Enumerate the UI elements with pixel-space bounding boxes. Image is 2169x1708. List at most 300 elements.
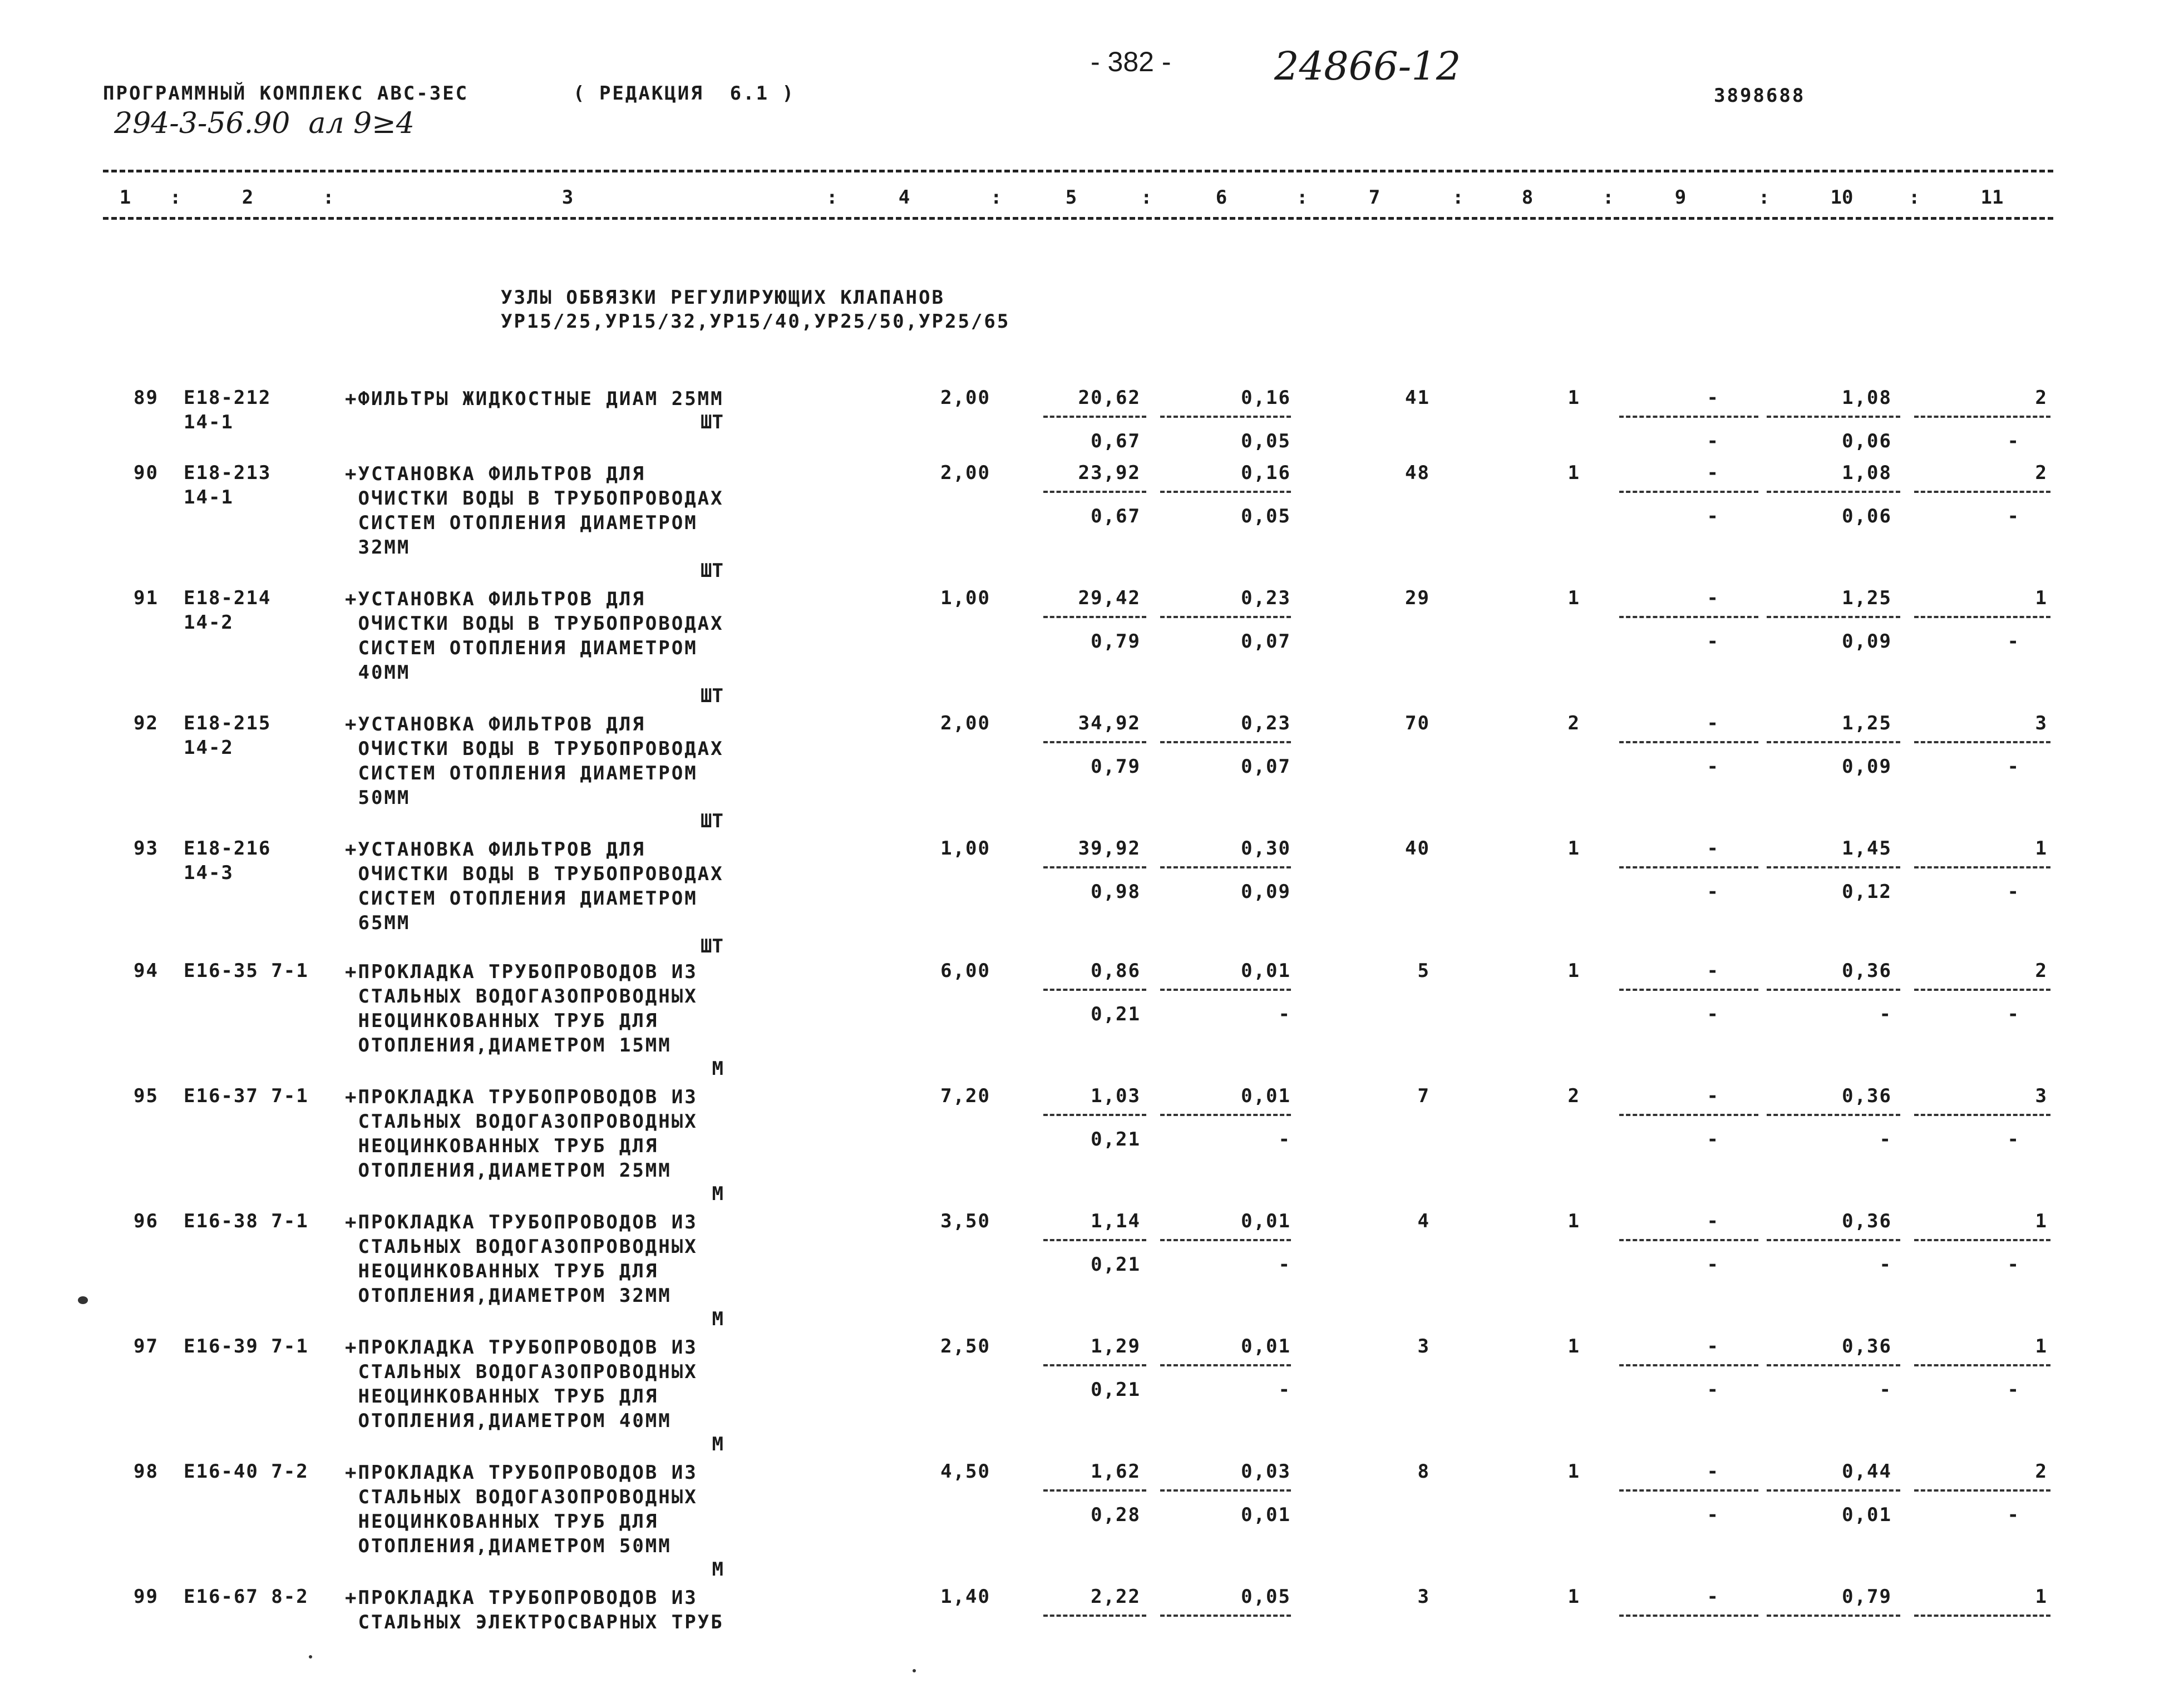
value-divider	[1619, 1489, 1758, 1492]
column-separator: :	[1603, 186, 1614, 209]
value-divider	[1619, 416, 1758, 418]
col9-sub: -	[1707, 430, 1719, 452]
description-line: +ПРОКЛАДКА ТРУБОПРОВОДОВ ИЗ	[345, 1587, 698, 1609]
cost-secondary: 0,16	[1241, 462, 1291, 484]
value-divider	[1914, 416, 2050, 418]
col9-value: -	[1707, 837, 1719, 860]
col11-value: 1	[2035, 1586, 2048, 1608]
wage-total: 0,67	[1091, 505, 1141, 527]
value-divider	[1619, 491, 1758, 493]
cost-total: 39,92	[1078, 837, 1141, 860]
description-line: СИСТЕМ ОТОПЛЕНИЯ ДИАМЕТРОМ	[345, 637, 698, 659]
value-divider	[1767, 616, 1900, 618]
quantity: 1,00	[940, 587, 990, 609]
description-line: 65ММ	[345, 912, 411, 934]
value-divider	[1619, 1114, 1758, 1116]
labor-value: 41	[1405, 387, 1430, 409]
col11-sub: -	[2007, 1504, 2020, 1526]
labor-value: 48	[1405, 462, 1430, 484]
col9-value: -	[1707, 587, 1719, 609]
col11-sub: -	[2007, 1253, 2020, 1276]
column-number-5: 5	[1065, 186, 1077, 209]
col10-value: 0,36	[1842, 1335, 1892, 1357]
value-divider	[1043, 416, 1146, 418]
description-line: +ПРОКЛАДКА ТРУБОПРОВОДОВ ИЗ	[345, 1086, 698, 1108]
unit-of-measure: ШТ	[701, 935, 723, 957]
labor-value: 40	[1405, 837, 1430, 860]
value-divider	[1160, 741, 1291, 743]
quantity: 4,50	[940, 1460, 990, 1483]
description-line: СИСТЕМ ОТОПЛЕНИЯ ДИАМЕТРОМ	[345, 512, 698, 534]
col11-value: 1	[2035, 837, 2048, 860]
description-line: ОЧИСТКИ ВОДЫ В ТРУБОПРОВОДАХ	[345, 738, 724, 760]
col11-sub: -	[2007, 756, 2020, 778]
rate-code: Е18-215	[184, 712, 272, 734]
column-separator: :	[990, 186, 1002, 209]
wage-secondary: 0,01	[1241, 1504, 1291, 1526]
value-divider	[1043, 1114, 1146, 1116]
rate-code: Е16-67 8-2	[184, 1586, 309, 1608]
wage-total: 0,79	[1091, 630, 1141, 653]
col11-sub: -	[2007, 1379, 2020, 1401]
value-divider	[1160, 491, 1291, 493]
wage-total: 0,21	[1091, 1253, 1141, 1276]
quantity: 2,00	[940, 462, 990, 484]
value-divider	[1043, 989, 1146, 991]
col11-value: 2	[2035, 462, 2048, 484]
value-divider	[1619, 1615, 1758, 1617]
col9-value: -	[1707, 1460, 1719, 1483]
row-number: 93	[134, 837, 159, 860]
header-bottom-rule	[103, 217, 2053, 220]
description-line: НЕОЦИНКОВАННЫХ ТРУБ ДЛЯ	[345, 1385, 659, 1408]
description-line: +УСТАНОВКА ФИЛЬТРОВ ДЛЯ	[345, 713, 645, 735]
description-line: НЕОЦИНКОВАННЫХ ТРУБ ДЛЯ	[345, 1510, 659, 1533]
value-divider	[1914, 866, 2050, 868]
col9-value: -	[1707, 1085, 1719, 1107]
col9-value: -	[1707, 960, 1719, 982]
column-separator: :	[1909, 186, 1920, 209]
row-number: 95	[134, 1085, 159, 1107]
rate-subcode: 14-1	[184, 411, 234, 433]
unit-of-measure: М	[712, 1433, 723, 1455]
labor-value: 5	[1417, 960, 1430, 982]
labor-value: 70	[1405, 712, 1430, 734]
col10-sub: -	[1879, 1003, 1892, 1025]
col11-value: 3	[2035, 712, 2048, 734]
col11-value: 3	[2035, 1085, 2048, 1107]
col9-value: -	[1707, 1586, 1719, 1608]
cost-secondary: 0,23	[1241, 712, 1291, 734]
unit-of-measure: М	[712, 1558, 723, 1581]
value-divider	[1767, 741, 1900, 743]
crew-count: 1	[1567, 960, 1580, 982]
col11-sub: -	[2007, 505, 2020, 527]
wage-total: 0,21	[1091, 1379, 1141, 1401]
wage-total: 0,79	[1091, 756, 1141, 778]
value-divider	[1619, 866, 1758, 868]
col10-value: 1,45	[1842, 837, 1892, 860]
value-divider	[1160, 416, 1291, 418]
cost-total: 0,86	[1091, 960, 1141, 982]
col9-sub: -	[1707, 1379, 1719, 1401]
col10-sub: 0,09	[1842, 630, 1892, 653]
col9-sub: -	[1707, 1128, 1719, 1151]
cost-secondary: 0,01	[1241, 1085, 1291, 1107]
row-number: 96	[134, 1210, 159, 1232]
cost-total: 2,22	[1091, 1586, 1141, 1608]
doc-code: 3898688	[1714, 85, 1806, 107]
value-divider	[1914, 491, 2050, 493]
unit-of-measure: М	[712, 1183, 723, 1205]
rate-code: Е18-213	[184, 462, 272, 484]
description-line: СТАЛЬНЫХ ВОДОГАЗОПРОВОДНЫХ	[345, 1361, 698, 1383]
work-description	[345, 1335, 698, 1433]
work-description	[345, 1210, 698, 1308]
description-line: НЕОЦИНКОВАННЫХ ТРУБ ДЛЯ	[345, 1260, 659, 1282]
col9-sub: -	[1707, 756, 1719, 778]
column-number-9: 9	[1674, 186, 1687, 209]
col9-sub: -	[1707, 1253, 1719, 1276]
row-number: 89	[134, 387, 159, 409]
wage-total: 0,67	[1091, 430, 1141, 452]
description-line: СТАЛЬНЫХ ВОДОГАЗОПРОВОДНЫХ	[345, 1110, 698, 1133]
wage-secondary: -	[1278, 1003, 1291, 1025]
description-line: СТАЛЬНЫХ ВОДОГАЗОПРОВОДНЫХ	[345, 1236, 698, 1258]
col11-sub: -	[2007, 1128, 2020, 1151]
wage-secondary: -	[1278, 1379, 1291, 1401]
col10-sub: 0,12	[1842, 881, 1892, 903]
cost-total: 1,29	[1091, 1335, 1141, 1357]
col10-sub: 0,06	[1842, 505, 1892, 527]
col11-value: 2	[2035, 387, 2048, 409]
description-line: 32ММ	[345, 536, 411, 559]
rate-code: Е16-37 7-1	[184, 1085, 309, 1107]
col10-value: 1,08	[1842, 462, 1892, 484]
quantity: 6,00	[940, 960, 990, 982]
description-line: +УСТАНОВКА ФИЛЬТРОВ ДЛЯ	[345, 588, 645, 610]
crew-count: 1	[1567, 837, 1580, 860]
col9-value: -	[1707, 387, 1719, 409]
column-number-7: 7	[1368, 186, 1381, 209]
header-top-rule	[103, 170, 2053, 172]
description-line: +ПРОКЛАДКА ТРУБОПРОВОДОВ ИЗ	[345, 961, 698, 983]
col10-sub: 0,09	[1842, 756, 1892, 778]
column-separator: :	[1297, 186, 1308, 209]
description-line: СТАЛЬНЫХ ЭЛЕКТРОСВАРНЫХ ТРУБ	[345, 1611, 724, 1633]
col10-sub: -	[1879, 1128, 1892, 1151]
crew-count: 2	[1567, 1085, 1580, 1107]
value-divider	[1160, 1489, 1291, 1492]
col10-value: 1,25	[1842, 587, 1892, 609]
col10-sub: -	[1879, 1379, 1892, 1401]
description-line: СИСТЕМ ОТОПЛЕНИЯ ДИАМЕТРОМ	[345, 887, 698, 910]
cost-total: 1,14	[1091, 1210, 1141, 1232]
crew-count: 1	[1567, 1460, 1580, 1483]
col11-value: 2	[2035, 1460, 2048, 1483]
column-separator: :	[323, 186, 334, 209]
handwritten-doc-number: 24866-12	[1274, 43, 1461, 89]
col10-value: 0,44	[1842, 1460, 1892, 1483]
scan-speck	[78, 1296, 88, 1304]
column-separator: :	[1452, 186, 1464, 209]
col10-sub: -	[1879, 1253, 1892, 1276]
column-separator: :	[170, 186, 181, 209]
col10-value: 0,36	[1842, 1085, 1892, 1107]
cost-total: 1,03	[1091, 1085, 1141, 1107]
column-number-6: 6	[1215, 186, 1228, 209]
rate-code: Е18-214	[184, 587, 272, 609]
value-divider	[1767, 1364, 1900, 1366]
column-number-3: 3	[561, 186, 574, 209]
unit-of-measure: М	[712, 1308, 723, 1330]
cost-secondary: 0,16	[1241, 387, 1291, 409]
rate-code: Е16-39 7-1	[184, 1335, 309, 1357]
cost-total: 20,62	[1078, 387, 1141, 409]
wage-total: 0,98	[1091, 881, 1141, 903]
value-divider	[1914, 1239, 2050, 1241]
cost-secondary: 0,01	[1241, 1210, 1291, 1232]
column-separator: :	[1758, 186, 1770, 209]
col11-sub: -	[2007, 430, 2020, 452]
description-line: +УСТАНОВКА ФИЛЬТРОВ ДЛЯ	[345, 463, 645, 485]
cost-secondary: 0,05	[1241, 1586, 1291, 1608]
value-divider	[1619, 1239, 1758, 1241]
value-divider	[1767, 1239, 1900, 1241]
wage-secondary: 0,05	[1241, 505, 1291, 527]
quantity: 2,00	[940, 387, 990, 409]
work-description	[345, 462, 724, 560]
col10-value: 1,08	[1842, 387, 1892, 409]
value-divider	[1914, 1364, 2050, 1366]
work-description	[345, 1460, 698, 1558]
col10-value: 0,36	[1842, 960, 1892, 982]
description-line: ОЧИСТКИ ВОДЫ В ТРУБОПРОВОДАХ	[345, 487, 724, 510]
description-line: СТАЛЬНЫХ ВОДОГАЗОПРОВОДНЫХ	[345, 1486, 698, 1508]
crew-count: 1	[1567, 1335, 1580, 1357]
quantity: 2,00	[940, 712, 990, 734]
edition-label: ( РЕДАКЦИЯ 6.1 )	[573, 82, 795, 105]
column-number-10: 10	[1830, 186, 1853, 209]
col9-value: -	[1707, 462, 1719, 484]
col11-sub: -	[2007, 1003, 2020, 1025]
quantity: 2,50	[940, 1335, 990, 1357]
cost-secondary: 0,01	[1241, 1335, 1291, 1357]
quantity: 1,40	[940, 1586, 990, 1608]
value-divider	[1767, 1615, 1900, 1617]
wage-secondary: 0,05	[1241, 430, 1291, 452]
value-divider	[1043, 1364, 1146, 1366]
value-divider	[1914, 616, 2050, 618]
col10-value: 1,25	[1842, 712, 1892, 734]
col9-sub: -	[1707, 1003, 1719, 1025]
value-divider	[1160, 616, 1291, 618]
cost-total: 1,62	[1091, 1460, 1141, 1483]
crew-count: 1	[1567, 462, 1580, 484]
column-number-8: 8	[1521, 186, 1534, 209]
row-number: 94	[134, 960, 159, 982]
cost-secondary: 0,30	[1241, 837, 1291, 860]
unit-of-measure: ШТ	[701, 560, 723, 582]
col11-value: 1	[2035, 1335, 2048, 1357]
work-description	[345, 712, 724, 810]
description-line: НЕОЦИНКОВАННЫХ ТРУБ ДЛЯ	[345, 1010, 659, 1032]
value-divider	[1160, 1364, 1291, 1366]
value-divider	[1619, 741, 1758, 743]
cost-secondary: 0,03	[1241, 1460, 1291, 1483]
col9-value: -	[1707, 1335, 1719, 1357]
rate-code: Е16-40 7-2	[184, 1460, 309, 1483]
description-line: СТАЛЬНЫХ ВОДОГАЗОПРОВОДНЫХ	[345, 985, 698, 1008]
row-number: 91	[134, 587, 159, 609]
col10-sub: 0,06	[1842, 430, 1892, 452]
cost-secondary: 0,01	[1241, 960, 1291, 982]
value-divider	[1160, 866, 1291, 868]
col9-value: -	[1707, 712, 1719, 734]
wage-secondary: -	[1278, 1128, 1291, 1151]
wage-secondary: 0,07	[1241, 756, 1291, 778]
column-number-1: 1	[119, 186, 131, 209]
crew-count: 1	[1567, 1586, 1580, 1608]
description-line: НЕОЦИНКОВАННЫХ ТРУБ ДЛЯ	[345, 1135, 659, 1157]
work-description	[345, 1085, 698, 1183]
crew-count: 1	[1567, 1210, 1580, 1232]
work-description	[345, 837, 724, 935]
quantity: 3,50	[940, 1210, 990, 1232]
col11-value: 1	[2035, 587, 2048, 609]
section-title: УЗЛЫ ОБВЯЗКИ РЕГУЛИРУЮЩИХ КЛАПАНОВ	[501, 287, 945, 309]
description-line: +ФИЛЬТРЫ ЖИДКОСТНЫЕ ДИАМ 25ММ	[345, 388, 724, 410]
rate-code: Е16-38 7-1	[184, 1210, 309, 1232]
col11-value: 2	[2035, 960, 2048, 982]
value-divider	[1043, 616, 1146, 618]
column-separator: :	[826, 186, 838, 209]
labor-value: 4	[1417, 1210, 1430, 1232]
value-divider	[1619, 1364, 1758, 1366]
cost-secondary: 0,23	[1241, 587, 1291, 609]
value-divider	[1043, 1489, 1146, 1492]
col9-sub: -	[1707, 505, 1719, 527]
program-name: ПРОГРАММНЫЙ КОМПЛЕКС АВС-3ЕС	[103, 82, 469, 105]
value-divider	[1043, 491, 1146, 493]
description-line: 50ММ	[345, 787, 411, 809]
value-divider	[1043, 1615, 1146, 1617]
col10-value: 0,79	[1842, 1586, 1892, 1608]
value-divider	[1619, 989, 1758, 991]
rate-subcode: 14-1	[184, 486, 234, 509]
col9-sub: -	[1707, 630, 1719, 653]
col11-sub: -	[2007, 630, 2020, 653]
value-divider	[1767, 1114, 1900, 1116]
value-divider	[1767, 989, 1900, 991]
wage-total: 0,21	[1091, 1128, 1141, 1151]
section-subtitle: УР15/25,УР15/32,УР15/40,УР25/50,УР25/65	[501, 310, 1010, 333]
value-divider	[1043, 866, 1146, 868]
rate-subcode: 14-3	[184, 862, 234, 884]
col9-sub: -	[1707, 1504, 1719, 1526]
wage-secondary: -	[1278, 1253, 1291, 1276]
value-divider	[1767, 416, 1900, 418]
description-line: СИСТЕМ ОТОПЛЕНИЯ ДИАМЕТРОМ	[345, 762, 698, 784]
value-divider	[1160, 1615, 1291, 1617]
page-number: - 382 -	[1091, 46, 1171, 77]
column-number-4: 4	[898, 186, 910, 209]
col11-value: 1	[2035, 1210, 2048, 1232]
value-divider	[1043, 1239, 1146, 1241]
column-number-11: 11	[1980, 186, 2004, 209]
unit-of-measure: ШТ	[701, 411, 723, 433]
description-line: ОТОПЛЕНИЯ,ДИАМЕТРОМ 25ММ	[345, 1159, 672, 1182]
rate-subcode: 14-2	[184, 737, 234, 759]
wage-total: 0,21	[1091, 1003, 1141, 1025]
value-divider	[1043, 741, 1146, 743]
value-divider	[1767, 866, 1900, 868]
value-divider	[1914, 1114, 2050, 1116]
value-divider	[1160, 1114, 1291, 1116]
quantity: 7,20	[940, 1085, 990, 1107]
row-number: 92	[134, 712, 159, 734]
unit-of-measure: ШТ	[701, 685, 723, 707]
work-description	[345, 387, 724, 411]
description-line: ОТОПЛЕНИЯ,ДИАМЕТРОМ 40ММ	[345, 1410, 672, 1432]
description-line: 40ММ	[345, 662, 411, 684]
work-description	[345, 587, 724, 685]
value-divider	[1767, 491, 1900, 493]
col10-value: 0,36	[1842, 1210, 1892, 1232]
description-line: +ПРОКЛАДКА ТРУБОПРОВОДОВ ИЗ	[345, 1462, 698, 1484]
labor-value: 3	[1417, 1586, 1430, 1608]
value-divider	[1914, 741, 2050, 743]
work-description	[345, 1586, 724, 1635]
crew-count: 1	[1567, 587, 1580, 609]
wage-total: 0,28	[1091, 1504, 1141, 1526]
rate-code: Е16-35 7-1	[184, 960, 309, 982]
row-number: 98	[134, 1460, 159, 1483]
value-divider	[1160, 989, 1291, 991]
column-number-2: 2	[241, 186, 254, 209]
description-line: ОТОПЛЕНИЯ,ДИАМЕТРОМ 50ММ	[345, 1535, 672, 1557]
value-divider	[1767, 1489, 1900, 1492]
labor-value: 3	[1417, 1335, 1430, 1357]
value-divider	[1914, 1489, 2050, 1492]
labor-value: 8	[1417, 1460, 1430, 1483]
quantity: 1,00	[940, 837, 990, 860]
unit-of-measure: ШТ	[701, 810, 723, 832]
row-number: 90	[134, 462, 159, 484]
description-line: ОЧИСТКИ ВОДЫ В ТРУБОПРОВОДАХ	[345, 863, 724, 885]
handwritten-reference: 294-3-56.90 ал 9≥4	[114, 107, 415, 140]
value-divider	[1914, 989, 2050, 991]
wage-secondary: 0,07	[1241, 630, 1291, 653]
row-number: 99	[134, 1586, 159, 1608]
wage-secondary: 0,09	[1241, 881, 1291, 903]
value-divider	[1619, 616, 1758, 618]
description-line: +ПРОКЛАДКА ТРУБОПРОВОДОВ ИЗ	[345, 1336, 698, 1359]
col11-sub: -	[2007, 881, 2020, 903]
labor-value: 29	[1405, 587, 1430, 609]
description-line: ОТОПЛЕНИЯ,ДИАМЕТРОМ 32ММ	[345, 1285, 672, 1307]
crew-count: 2	[1567, 712, 1580, 734]
col9-value: -	[1707, 1210, 1719, 1232]
rate-code: Е18-212	[184, 387, 272, 409]
row-number: 97	[134, 1335, 159, 1357]
cost-total: 34,92	[1078, 712, 1141, 734]
unit-of-measure: М	[712, 1058, 723, 1080]
col9-sub: -	[1707, 881, 1719, 903]
work-description	[345, 960, 698, 1058]
scan-speck	[913, 1669, 916, 1672]
scan-speck	[309, 1655, 312, 1658]
